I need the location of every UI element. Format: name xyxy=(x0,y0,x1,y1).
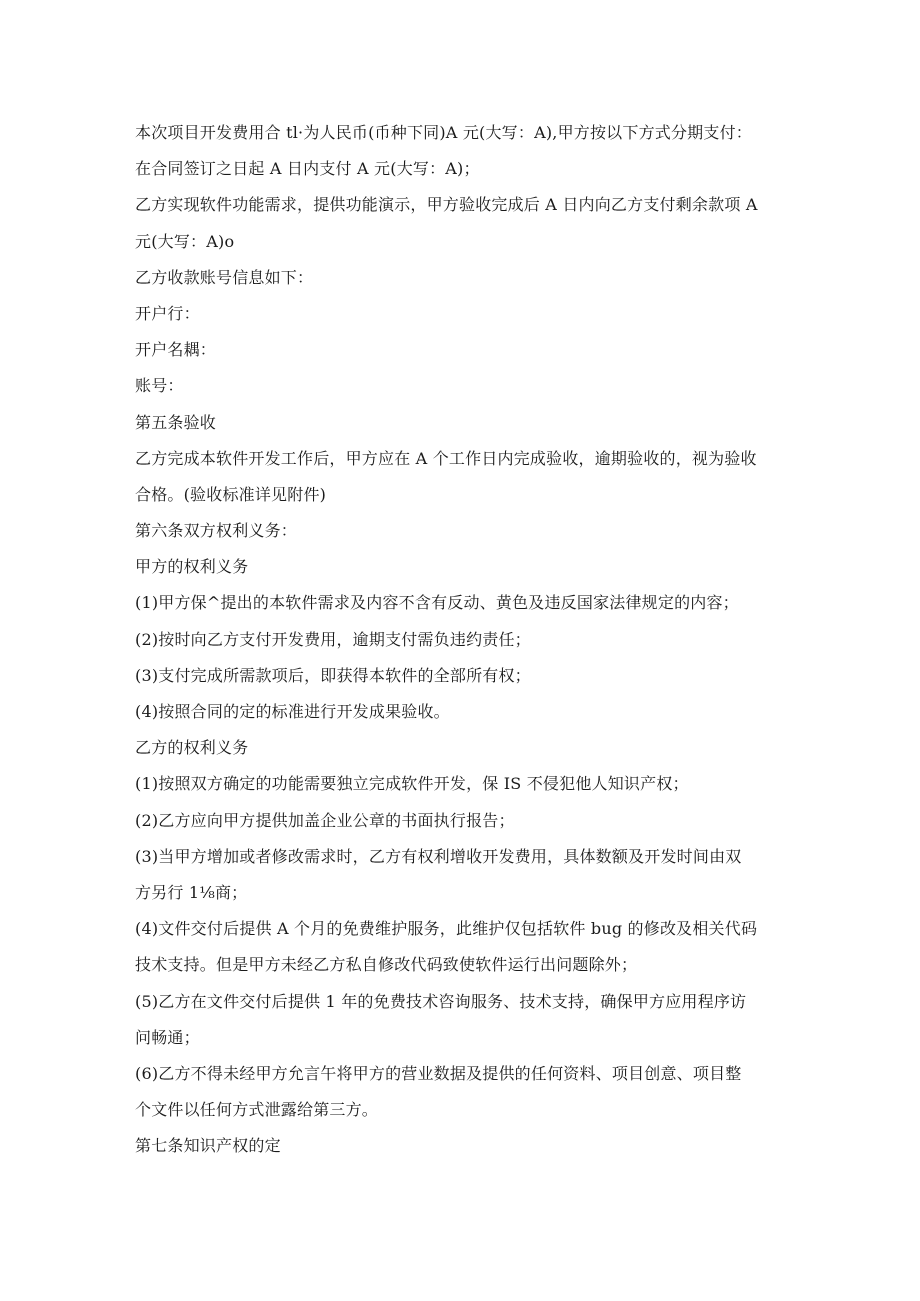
text-line: 开户名耦： xyxy=(135,340,217,360)
text-line: 乙方完成本软件开发工作后，甲方应在 A 个工作日内完成验收，逾期验收的，视为验收 xyxy=(135,448,757,468)
text-line: 在合同签订之日起 A 日内支付 A 元(大写：A)； xyxy=(135,159,480,179)
subsection-heading: 乙方的权利义务 xyxy=(135,738,249,758)
section-heading: 第六条双方权利义务： xyxy=(135,521,298,541)
list-item: (1)甲方保^提出的本软件需求及内容不含有反动、黄色及违反国家法律规定的内容； xyxy=(135,593,739,613)
list-item: (3)当甲方增加或者修改需求时，乙方有权利增收开发费用，具体数额及开发时间由双 xyxy=(135,846,742,866)
text-line: 乙方实现软件功能需求，提供功能演示，甲方验收完成后 A 日内向乙方支付剩余款项 A xyxy=(135,195,758,215)
text-line: 元(大写：A)o xyxy=(135,231,235,251)
list-item-continuation: 方另行 1⅛商； xyxy=(135,882,248,902)
text-line: 账号： xyxy=(135,376,184,396)
text-line: 合格。(验收标准详见附件) xyxy=(135,484,327,504)
list-item-continuation: 技术支持。但是甲方未经乙方私自修改代码致使软件运行出问题除外； xyxy=(135,955,638,975)
list-item: (3)支付完成所需款项后，即获得本软件的全部所有权； xyxy=(135,665,531,685)
text-line: 开户行： xyxy=(135,303,200,323)
list-item: (5)乙方在文件交付后提供 1 年的免费技术咨询服务、技术支持，确保甲方应用程序访 xyxy=(135,991,747,1011)
list-item-continuation: 问畅通； xyxy=(135,1027,200,1047)
section-heading: 第七条知识产权的定 xyxy=(135,1136,281,1156)
text-line: 乙方收款账号信息如下： xyxy=(135,267,314,287)
list-item: (2)按时向乙方支付开发费用，逾期支付需负违约责任； xyxy=(135,629,531,649)
list-item: (2)乙方应向甲方提供加盖企业公章的书面执行报告； xyxy=(135,810,515,830)
list-item: (1)按照双方确定的功能需要独立完成软件开发，保 IS 不侵犯他人知识产权； xyxy=(135,774,689,794)
subsection-heading: 甲方的权利义务 xyxy=(135,557,249,577)
list-item: (6)乙方不得未经甲方允言午将甲方的营业数据及提供的任何资料、项目创意、项目整 xyxy=(135,1063,742,1083)
section-heading: 第五条验收 xyxy=(135,412,217,432)
list-item: (4)按照合同的定的标准进行开发成果验收。 xyxy=(135,702,450,721)
list-item: (4)文件交付后提供 A 个月的免费维护服务，此维护仅包括软件 bug 的修改及相关代码 xyxy=(135,919,758,939)
list-item-continuation: 个文件以任何方式泄露给第三方。 xyxy=(135,1100,379,1120)
text-line: 本次项目开发费用合 tl·为人民币(币种下同)A 元(大写：A),甲方按以下方式分期支付： xyxy=(135,123,752,142)
document-page xyxy=(135,115,785,1164)
